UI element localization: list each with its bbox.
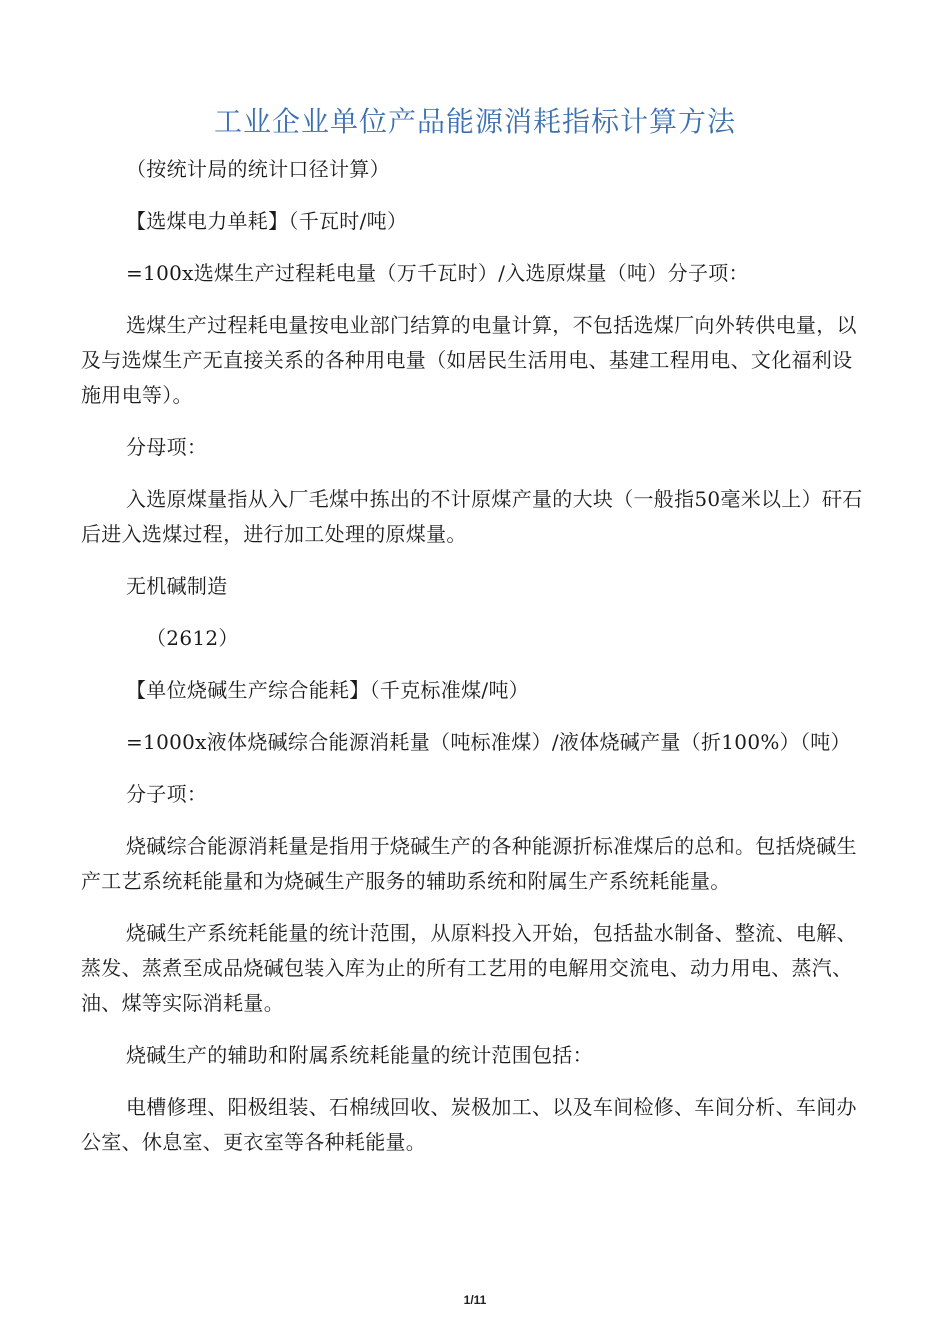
paragraph-auxiliary-scope-intro: 烧碱生产的辅助和附属系统耗能量的统计范围包括： — [126, 1043, 593, 1067]
paragraph-numerator-coal: 选煤生产过程耗电量按电业部门结算的电量计算，不包括选煤厂向外转供电量，以及与选煤生产无直接关系的各种用电量（如居民生活用电、基建工程用电、文化福利设施用电等）。 — [81, 313, 857, 407]
formula-coal-power: =100x选煤生产过程耗电量（万千瓦时）/入选原煤量（吨）分子项： — [126, 261, 749, 285]
formula-caustic-soda: =1000x液体烧碱综合能源消耗量（吨标准煤）/液体烧碱产量（折100%）（吨） — [126, 730, 851, 754]
heading-coal-power-consumption: 【选煤电力单耗】（千瓦时/吨） — [126, 209, 408, 233]
document-title: 工业企业单位产品能源消耗指标计算方法 — [213, 105, 736, 138]
paragraph-statistical-basis: （按统计局的统计口径计算） — [126, 157, 390, 181]
section-inorganic-alkali: 无机碱制造 — [126, 574, 228, 598]
paragraph-denominator-coal: 入选原煤量指从入厂毛煤中拣出的不计原煤产量的大块（一般指50毫米以上）矸石后进入选煤过程，进行加工处理的原煤量。 — [81, 487, 863, 546]
heading-caustic-soda-consumption: 【单位烧碱生产综合能耗】（千克标准煤/吨） — [126, 678, 530, 702]
paragraph-auxiliary-scope-items: 电槽修理、阳极组装、石棉绒回收、炭极加工、以及车间检修、车间分析、车间办公室、休息室、更衣室等各种耗能量。 — [81, 1095, 857, 1154]
paragraph-production-scope: 烧碱生产系统耗能量的统计范围，从原料投入开始，包括盐水制备、整流、电解、蒸发、蒸煮至成品烧碱包装入库为止的所有工艺用的电解用交流电、动力用电、蒸汽、油、煤等实际消耗量。 — [81, 921, 857, 1015]
document-body — [81, 152, 871, 1177]
label-denominator: 分母项： — [126, 435, 208, 459]
label-numerator: 分子项： — [126, 782, 208, 806]
page-number: 1/11 — [463, 1293, 487, 1307]
paragraph-numerator-caustic: 烧碱综合能源消耗量是指用于烧碱生产的各种能源折标准煤后的总和。包括烧碱生产工艺系统耗能量和为烧碱生产服务的辅助系统和附属生产系统耗能量。 — [81, 834, 857, 893]
section-code: （2612） — [146, 626, 239, 650]
